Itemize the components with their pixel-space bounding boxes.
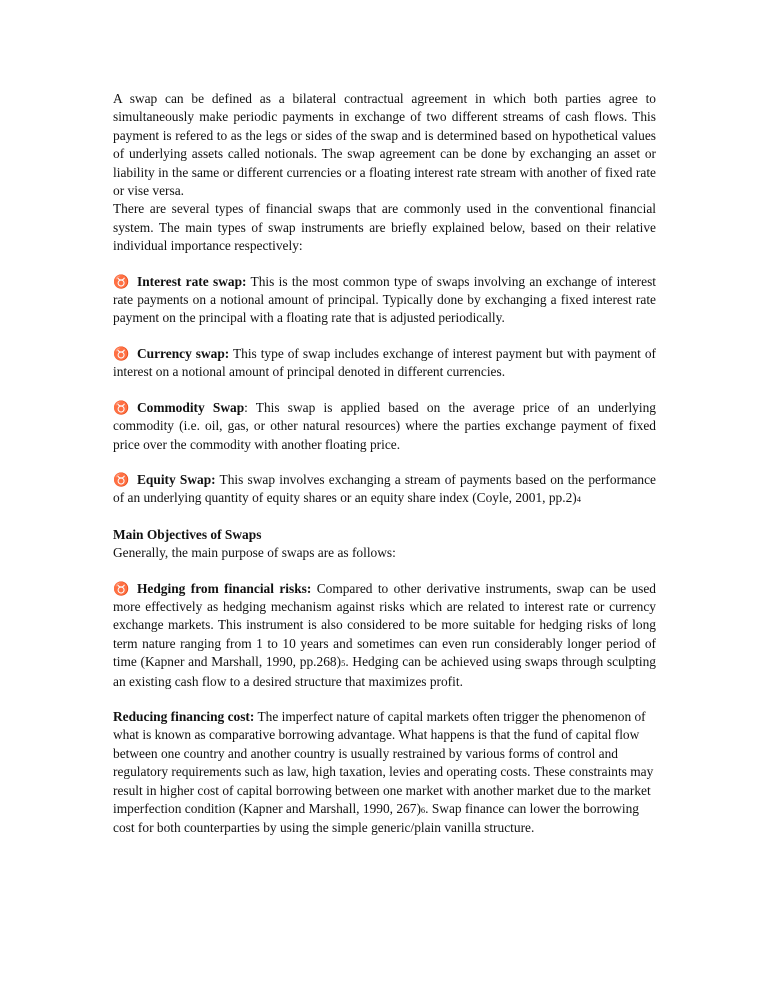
bullet-hedging xyxy=(113,580,656,691)
footnote-ref: 5 xyxy=(341,658,346,669)
bullet-text: This type of swap includes exchange of interest payment but with payment of interest on a notional amount of principal denoted in different currencies. xyxy=(113,345,656,380)
bullet-equity-swap xyxy=(113,471,656,509)
taurus-bullet-icon: ♉ xyxy=(113,345,130,361)
section-intro: Generally, the main purpose of swaps are as follows: xyxy=(113,545,396,561)
bullet-text: Compared to other derivative instruments, swap can be used more effectively as hedging mechanism against risks which are related to interest rate or currency exchange markets. This instrument is also considered to be more suitable for hedging risks of long term nature ranging from 1 to 10 years and sometimes can even run considerably longer period of time (Kapner and Marshall, 1990, pp.268) xyxy=(113,580,656,670)
bullet-term: Commodity Swap xyxy=(137,399,245,415)
taurus-bullet-icon: ♉ xyxy=(113,273,130,289)
taurus-bullet-icon: ♉ xyxy=(113,471,130,487)
bullet-text: This swap involves exchanging a stream of payments based on the performance of an underlying quantity of equity shares or an equity share index (Coyle, 2001, pp.2) xyxy=(113,471,656,506)
bullet-text-cont: . Hedging can be achieved using swaps through sculpting an existing cash flow to a desired structure that maximizes profit. xyxy=(113,654,656,689)
bullet-term: Currency swap: xyxy=(137,345,230,361)
paragraph-text: The imperfect nature of capital markets often trigger the phenomenon of what is known as comparative borrowing advantage. What happens is that the fund of capital flow between one country and another country is usually restrained by various forms of control and regulatory requirements such as law, high taxation, levies and operating costs. These constraints may result in higher cost of capital borrowing between one market with another market due to the market imperfection condition (Kapner and Marshall, 1990, 267) xyxy=(113,708,654,816)
bullet-text: This is the most common type of swaps involving an exchange of interest rate payments on a notional amount of principal. Typically done by exchanging a fixed interest rate payment on the principal with a floating rate that is adjusted periodically. xyxy=(113,273,656,326)
bullet-term: Interest rate swap: xyxy=(137,273,247,289)
paragraph-text-cont: . Swap finance can lower the borrowing cost for both counterparties by using the simple generic/plain vanilla structure. xyxy=(113,801,639,836)
bullet-interest-rate-swap xyxy=(113,273,656,328)
paragraph-term: Reducing financing cost: xyxy=(113,708,255,724)
bullet-text: : This swap is applied based on the average price of an underlying commodity (i.e. oil, gas, or other natural resources) where the parties exchange payment of fixed price over the commodity with another floating price. xyxy=(113,399,656,452)
intro-paragraph-1: A swap can be defined as a bilateral contractual agreement in which both parties agree to simultaneously make periodic payments in exchange of two different streams of cash flows. This payment is refered to as the legs or sides of the swap and is determined based on hypothetical values of underlying assets called notionals. The swap agreement can be done by exchanging an asset or liability in the same or different currencies or a floating interest rate stream with another of fixed rate or vise versa. xyxy=(113,91,656,199)
footnote-ref: 6 xyxy=(420,805,426,815)
section-heading: Main Objectives of Swaps xyxy=(113,526,262,542)
taurus-bullet-icon: ♉ xyxy=(113,399,130,415)
paragraph-reducing-cost xyxy=(113,708,656,838)
bullet-commodity-swap xyxy=(113,399,656,454)
bullet-term: Equity Swap: xyxy=(137,471,216,487)
bullet-currency-swap xyxy=(113,345,656,382)
footnote-ref: 4 xyxy=(576,494,581,505)
taurus-bullet-icon: ♉ xyxy=(113,580,130,596)
document-body xyxy=(113,90,656,838)
bullet-term: Hedging from financial risks: xyxy=(137,580,312,596)
intro-paragraph-2: There are several types of financial swaps that are commonly used in the conventional financial system. The main types of swap instruments are briefly explained below, based on their relative individual importance respectively: xyxy=(113,201,656,254)
